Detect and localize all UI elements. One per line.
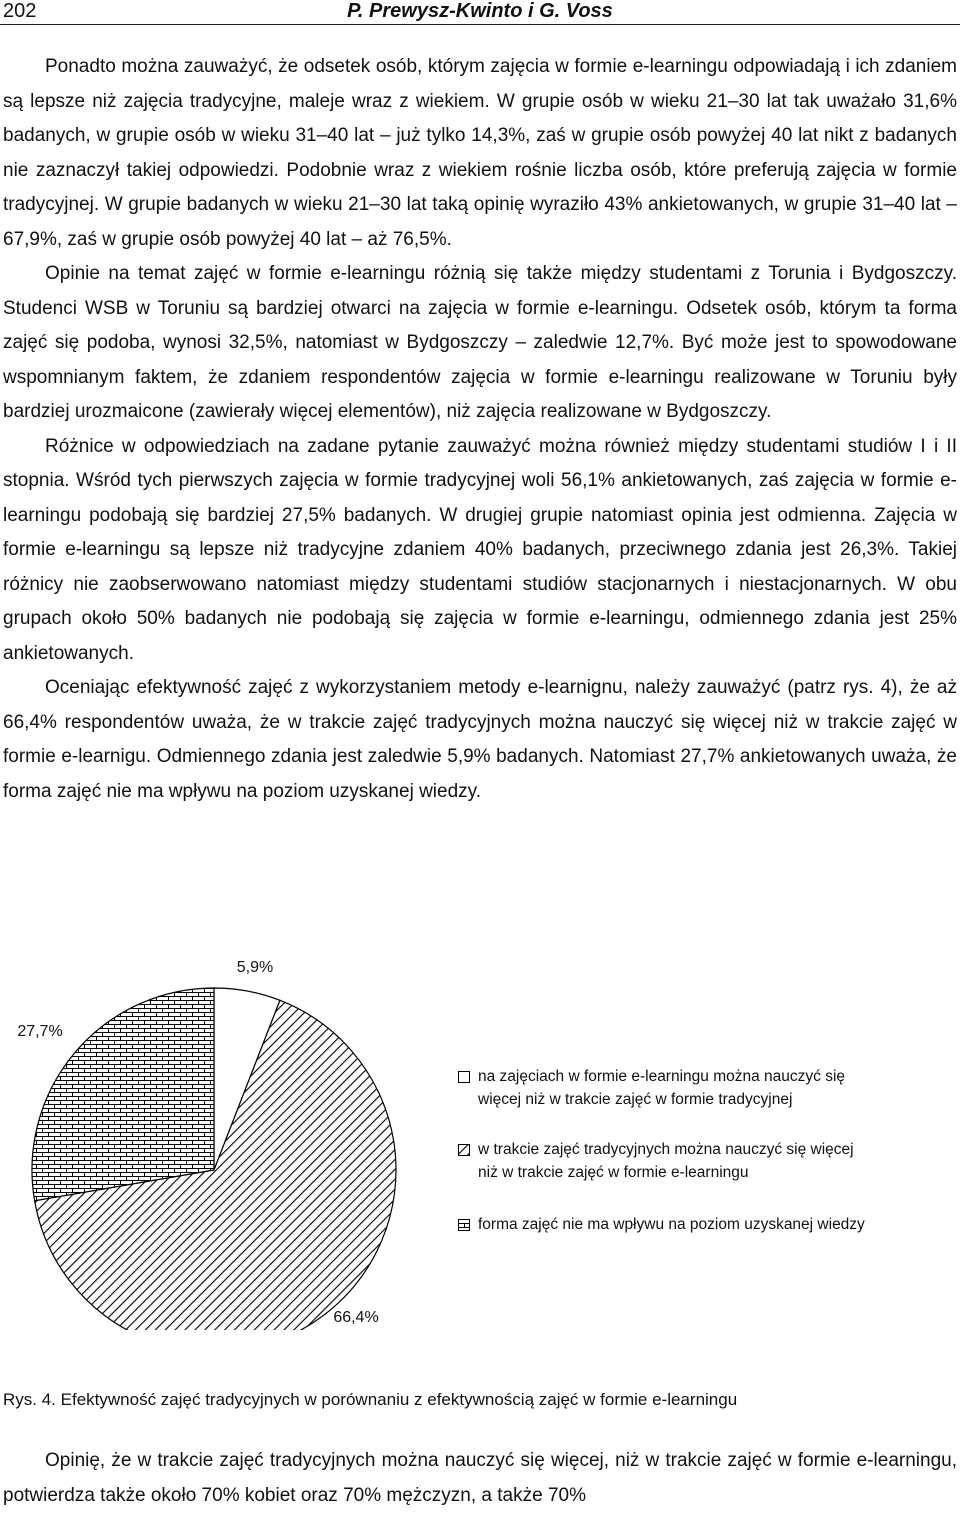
legend-swatch-white (458, 1071, 470, 1083)
legend-swatch-brick (458, 1219, 470, 1231)
pie-slice-no-difference (32, 988, 214, 1201)
page-number: 202 (3, 0, 37, 22)
legend-label: w trakcie zajęć tradycyjnych można nauczyć się więcej (478, 1141, 854, 1158)
legend-label: na zajęciach w formie e-learningu można nauczyć się (478, 1068, 846, 1085)
legend-item (458, 1065, 958, 1111)
body-text (3, 50, 957, 809)
legend-item (458, 1138, 958, 1184)
pie-label-traditional: 66,4% (333, 1309, 379, 1326)
chart-legend (458, 1065, 958, 1236)
legend-label: więcej niż w trakcie zajęć w formie tradycyjnej (478, 1091, 793, 1108)
pie-label-elearning: 5,9% (236, 959, 274, 976)
running-head: P. Prewysz-Kwinto i G. Voss (347, 0, 613, 22)
paragraph: Opinię, że w trakcie zajęć tradycyjnych można nauczyć się więcej, niż w trakcie zajęć w formie e-learningu, potwierdza także około 70% kobiet oraz 70% mężczyzn, a także 70% (3, 1450, 957, 1506)
legend-item (458, 1213, 958, 1236)
paragraph: Oceniając efektywność zajęć z wykorzystaniem metody e-learnignu, należy zauważyć (patrz rys. 4), że aż 66,4% respondentów uważa, że w trakcie zajęć tradycyjnych można nauczyć się więcej niż w trakcie zajęć w formie e-learnigu. Odmiennego zdania jest zaledwie 5,9% badanych. Natomiast 27,7% ankietowanych uważa, że forma zajęć nie ma wpływu na poziom uzyskanej wiedzy. (3, 677, 957, 802)
figure-caption (3, 1390, 737, 1410)
pie-label-no-difference: 27,7% (17, 1023, 63, 1040)
page-header (0, 0, 960, 25)
caption-text: Efektywność zajęć tradycyjnych w porównaniu z efektywnością zajęć w formie e-learningu (60, 1390, 738, 1409)
paragraph: Opinie na temat zajęć w formie e-learningu różnią się także między studentami z Torunia i Bydgoszczy. Studenci WSB w Toruniu są bardziej otwarci na zajęcia w formie e-learningu. Odsetek osób, którym ta forma zajęć się podoba, wynosi 32,5%, natomiast w Bydgoszczy – zaledwie 12,7%. Być może jest to spowodowane wspomnianym faktem, że zdaniem respondentów zajęcia w formie e-learningu realizowane w Toruniu były bardziej urozmaicone (zawierały więcej elementów), niż zajęcia realizowane w Bydgoszczy. (3, 263, 957, 422)
paragraph: Ponadto można zauważyć, że odsetek osób, którym zajęcia w formie e-learningu odpowiadają i ich zdaniem są lepsze niż zajęcia tradycyjne, maleje wraz z wiekiem. W grupie osób w wieku 21–30 lat tak uważało 31,6% badanych, w grupie osób w wieku 31–40 lat – już tylko 14,3%, zaś w grupie osób powyżej 40 lat nikt z badanych nie zaznaczył takiej odpowiedzi. Podobnie wraz z wiekiem rośnie liczba osób, które preferują zajęcia w formie tradycyjnej. W grupie badanych w wieku 21–30 lat taką opinię wyraziło 43% ankietowanych, w grupie 31–40 lat – 67,9%, zaś w grupie osób powyżej 40 lat – aż 76,5%. (3, 56, 957, 250)
body-text-continued (3, 1444, 957, 1513)
paragraph: Różnice w odpowiedziach na zadane pytanie zauważyć można również między studentami studiów I i II stopnia. Wśród tych pierwszych zajęcia w formie tradycyjnej woli 56,1% ankietowanych, zaś zajęcia w formie e-learningu podobają się bardziej 27,5% badanych. W drugiej grupie natomiast opinia jest odmienna. Zajęcia w formie e-learningu są lepsze niż tradycyjne zdaniem 40% badanych, przeciwnego zdania jest 26,3%. Takiej różnicy nie zaobserwowano natomiast między studentami studiów stacjonarnych i niestacjonarnych. W obu grupach około 50% badanych nie podobają się zajęcia w formie e-learningu, odmiennego zdania jest 25% ankietowanych. (3, 435, 957, 664)
legend-label: forma zajęć nie ma wpływu na poziom uzyskanej wiedzy (478, 1216, 865, 1233)
legend-label: niż w trakcie zajęć w formie e-learningu (478, 1164, 749, 1181)
caption-label: Rys. 4. (3, 1390, 56, 1409)
legend-swatch-hatch (458, 1144, 470, 1156)
